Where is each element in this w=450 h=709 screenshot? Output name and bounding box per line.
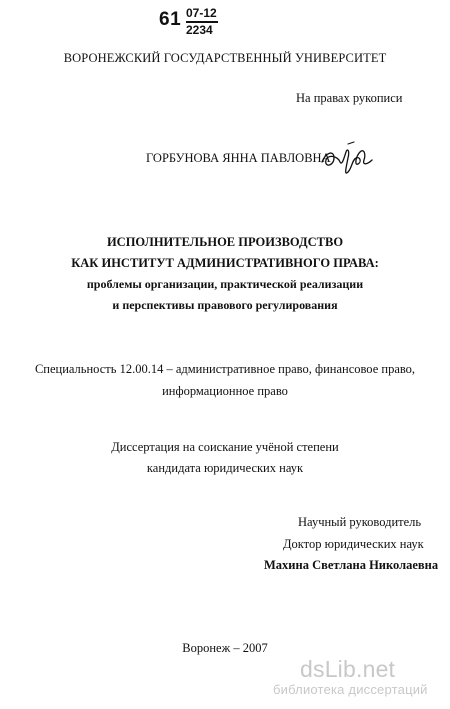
watermark-text: библиотека диссертаций <box>273 682 428 697</box>
supervisor-degree: Доктор юридических наук <box>283 537 424 551</box>
dissertation-line-1: Диссертация на соискание учёной степени <box>111 440 339 454</box>
university-name: ВОРОНЕЖСКИЙ ГОСУДАРСТВЕННЫЙ УНИВЕРСИТЕТ <box>63 51 387 65</box>
stamp-number-top: 07-12 <box>186 6 217 20</box>
title-line-3: проблемы организации, практической реализации <box>86 277 364 291</box>
title-line-4: и перспективы правового регулирования <box>112 298 338 312</box>
specialty-line-1: Специальность 12.00.14 – административное право, финансовое право, <box>34 362 416 376</box>
dissertation-line-2: кандидата юридических наук <box>146 461 304 475</box>
supervisor-name: Махина Светлана Николаевна <box>264 558 439 572</box>
supervisor-role: Научный руководитель <box>298 515 422 529</box>
rights-note: На правах рукописи <box>296 91 403 105</box>
stamp-number-bottom: 2234 <box>186 23 213 37</box>
stamp-number-prefix: 61 <box>159 9 182 30</box>
watermark-logo: dsLib.net <box>300 656 396 682</box>
title-line-2: КАК ИНСТИТУТ АДМИНИСТРАТИВНОГО ПРАВА: <box>71 256 379 270</box>
specialty-line-2: информационное право <box>162 384 288 398</box>
place-year: Воронеж – 2007 <box>182 641 268 655</box>
author-name: ГОРБУНОВА ЯННА ПАВЛОВНА <box>146 151 331 165</box>
title-line-1: ИСПОЛНИТЕЛЬНОЕ ПРОИЗВОДСТВО <box>106 235 344 249</box>
signature-icon <box>318 138 374 182</box>
